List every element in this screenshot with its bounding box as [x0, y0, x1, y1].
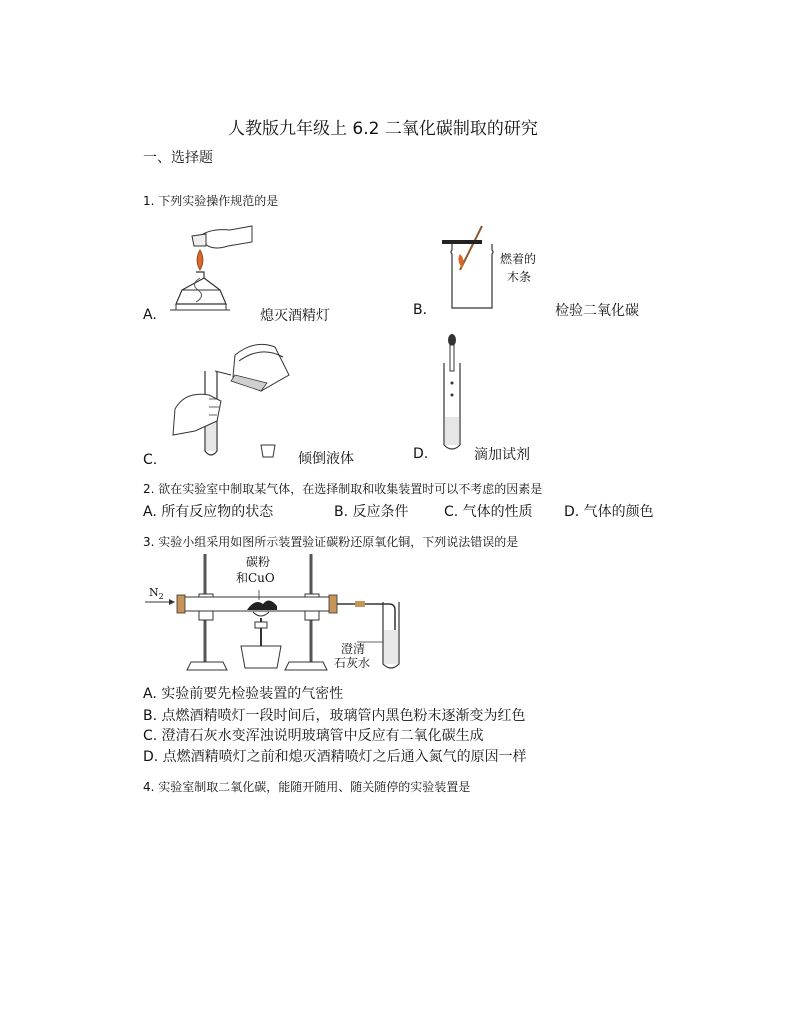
- q3-option-d: D. 点燃酒精喷灯之前和熄灭酒精喷灯之后通入氮气的原因一样: [143, 749, 527, 765]
- question-2-stem: 2. 欲在实验室中制取某气体，在选择制取和收集装置时可以不考虑的因素是: [143, 482, 543, 496]
- reduction-apparatus-figure: [143, 550, 413, 670]
- section-heading: 一、选择题: [143, 150, 213, 166]
- q1-option-d-caption: 滴加试剂: [474, 447, 530, 463]
- question-1-stem: 1. 下列实验操作规范的是: [143, 194, 279, 208]
- dropper-figure: [436, 333, 476, 453]
- q1-option-c-letter: C.: [143, 452, 158, 468]
- q2-option-c: C. 气体的性质: [444, 504, 533, 520]
- alcohol-lamp-figure: [168, 220, 268, 320]
- q1-option-a-letter: A.: [143, 307, 157, 323]
- q3-option-a: A. 实验前要先检验装置的气密性: [143, 686, 344, 702]
- q1-option-b-caption: 检验二氧化碳: [555, 303, 639, 319]
- q1-option-d-letter: D.: [413, 446, 429, 462]
- q3-label-n2: $N_2$: [149, 586, 164, 602]
- q1-option-b-annotation-2: 木条: [507, 270, 532, 284]
- question-4-stem: 4. 实验室制取二氧化碳，能随开随用、随关随停的实验装置是: [143, 780, 471, 794]
- q3-label-lime-1: 澄清: [341, 642, 366, 656]
- q3-option-b: B. 点燃酒精喷灯一段时间后，玻璃管内黑色粉末逐渐变为红色: [143, 708, 526, 724]
- document-title: 人教版九年级上 6.2 二氧化碳制取的研究: [228, 119, 538, 139]
- q2-option-a: A. 所有反应物的状态: [143, 504, 274, 520]
- q2-option-b: B. 反应条件: [334, 504, 409, 520]
- pouring-liquid-figure: [165, 335, 305, 465]
- q1-option-b-annotation-1: 燃着的: [500, 252, 537, 266]
- q3-label-lime-2: 石灰水: [334, 656, 371, 670]
- q1-option-b-letter: B.: [413, 302, 428, 318]
- q1-option-c-caption: 倾倒液体: [298, 451, 354, 467]
- question-3-stem: 3. 实验小组采用如图所示装置验证碳粉还原氧化铜，下列说法错误的是: [143, 535, 519, 549]
- q3-option-c: C. 澄清石灰水变浑浊说明玻璃管中反应有二氧化碳生成: [143, 728, 484, 744]
- q3-label-powder-2: 和CuO: [236, 571, 275, 585]
- q3-label-powder-1: 碳粉: [246, 555, 271, 569]
- q1-option-a-caption: 熄灭酒精灯: [260, 308, 330, 324]
- q2-option-d: D. 气体的颜色: [564, 504, 654, 520]
